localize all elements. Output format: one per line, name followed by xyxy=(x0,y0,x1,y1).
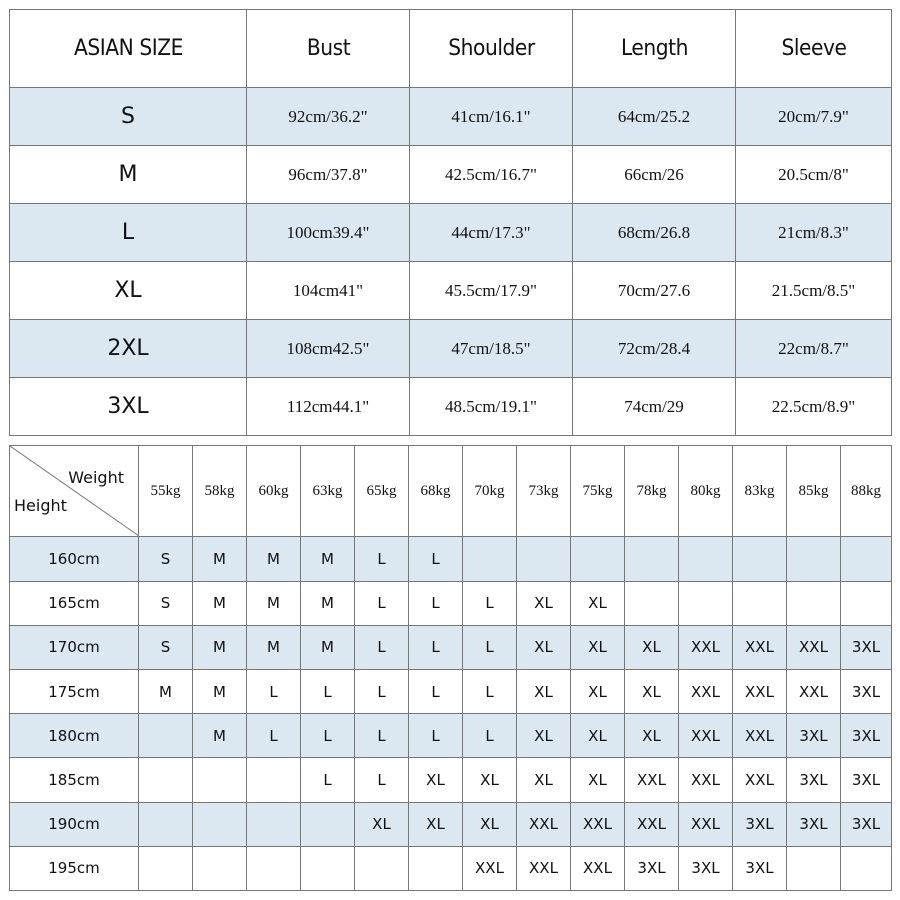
size-recommendation-cell: L xyxy=(355,581,409,625)
size-recommendation-cell: L xyxy=(463,625,517,669)
size-recommendation-cell: M xyxy=(193,669,247,713)
size-recommendation-cell xyxy=(139,802,193,846)
size-recommendation-cell xyxy=(193,846,247,890)
size-recommendation-cell xyxy=(193,758,247,802)
size-recommendation-cell: XL xyxy=(571,714,625,758)
weight-header: 63kg xyxy=(301,446,355,537)
size-row xyxy=(10,378,892,436)
size-recommendation-cell xyxy=(733,537,787,581)
size-row xyxy=(10,262,892,320)
size-recommendation-cell: S xyxy=(139,537,193,581)
size-recommendation-cell: L xyxy=(247,669,301,713)
weight-header: 85kg xyxy=(787,446,841,537)
size-recommendation-cell: L xyxy=(301,758,355,802)
size-recommendation-cell xyxy=(787,846,841,890)
size-recommendation-cell xyxy=(625,537,679,581)
size-measurement-table xyxy=(9,9,892,436)
height-row xyxy=(10,846,892,890)
shoulder-value: 42.5cm/16.7" xyxy=(410,146,573,204)
size-recommendation-cell: XXL xyxy=(517,846,571,890)
size-recommendation-cell: XL xyxy=(355,802,409,846)
size-label: M xyxy=(10,146,247,204)
size-recommendation-cell: XL xyxy=(517,758,571,802)
size-recommendation-cell: XXL xyxy=(679,802,733,846)
size-recommendation-cell: L xyxy=(355,537,409,581)
size-recommendation-cell xyxy=(787,537,841,581)
size-recommendation-cell: XXL xyxy=(463,846,517,890)
size-recommendation-cell xyxy=(841,846,892,890)
length-value: 70cm/27.6 xyxy=(573,262,736,320)
size-recommendation-cell xyxy=(247,758,301,802)
height-label: 165cm xyxy=(10,581,139,625)
shoulder-value: 44cm/17.3" xyxy=(410,204,573,262)
size-recommendation-cell: S xyxy=(139,581,193,625)
length-value: 68cm/26.8 xyxy=(573,204,736,262)
size-recommendation-cell: XXL xyxy=(787,625,841,669)
length-value: 66cm/26 xyxy=(573,146,736,204)
size-recommendation-cell: L xyxy=(409,714,463,758)
size-recommendation-cell: XXL xyxy=(625,758,679,802)
size-recommendation-cell: XXL xyxy=(679,669,733,713)
size-recommendation-cell xyxy=(463,537,517,581)
size-recommendation-cell: XL xyxy=(571,669,625,713)
height-weight-table xyxy=(9,445,892,891)
header-asian-size: ASIAN SIZE xyxy=(19,10,237,88)
height-row xyxy=(10,714,892,758)
size-recommendation-cell: XL xyxy=(409,802,463,846)
size-recommendation-cell: 3XL xyxy=(841,714,892,758)
size-recommendation-cell xyxy=(787,581,841,625)
size-recommendation-cell xyxy=(841,581,892,625)
sleeve-value: 21.5cm/8.5" xyxy=(736,262,892,320)
size-recommendation-cell: XXL xyxy=(571,802,625,846)
size-recommendation-cell: 3XL xyxy=(841,758,892,802)
height-label: 170cm xyxy=(10,625,139,669)
size-recommendation-cell: L xyxy=(355,669,409,713)
height-label: 185cm xyxy=(10,758,139,802)
size-recommendation-cell xyxy=(679,581,733,625)
size-recommendation-cell xyxy=(139,846,193,890)
size-recommendation-cell: M xyxy=(247,581,301,625)
size-recommendation-cell xyxy=(301,802,355,846)
size-recommendation-cell: XL xyxy=(625,625,679,669)
size-recommendation-cell: S xyxy=(139,625,193,669)
size-recommendation-cell: L xyxy=(355,714,409,758)
size-recommendation-cell: XXL xyxy=(571,846,625,890)
size-row xyxy=(10,320,892,378)
size-recommendation-cell: 3XL xyxy=(733,802,787,846)
height-row xyxy=(10,802,892,846)
weight-header: 88kg xyxy=(841,446,892,537)
size-recommendation-cell: XL xyxy=(517,581,571,625)
size-recommendation-cell: XL xyxy=(625,669,679,713)
size-recommendation-cell: XL xyxy=(517,714,571,758)
size-recommendation-cell: L xyxy=(463,581,517,625)
size-recommendation-cell: XXL xyxy=(787,669,841,713)
height-row xyxy=(10,537,892,581)
header-shoulder: Shoulder xyxy=(416,10,566,88)
diagonal-line xyxy=(10,446,139,536)
size-recommendation-cell: M xyxy=(193,581,247,625)
size-recommendation-cell xyxy=(571,537,625,581)
length-value: 72cm/28.4 xyxy=(573,320,736,378)
height-label: 175cm xyxy=(10,669,139,713)
size-recommendation-cell: 3XL xyxy=(787,714,841,758)
sleeve-value: 21cm/8.3" xyxy=(736,204,892,262)
weight-header: 60kg xyxy=(247,446,301,537)
weight-header: 75kg xyxy=(571,446,625,537)
size-recommendation-cell: XXL xyxy=(679,625,733,669)
height-label: 190cm xyxy=(10,802,139,846)
height-axis-label: Height xyxy=(14,496,67,515)
size-recommendation-cell: XL xyxy=(463,758,517,802)
size-recommendation-cell: M xyxy=(193,537,247,581)
height-row xyxy=(10,758,892,802)
size-recommendation-cell xyxy=(247,846,301,890)
size-recommendation-cell: L xyxy=(409,581,463,625)
size-recommendation-cell: XL xyxy=(571,758,625,802)
size-recommendation-cell: L xyxy=(355,625,409,669)
size-row xyxy=(10,146,892,204)
size-recommendation-cell xyxy=(841,537,892,581)
size-recommendation-cell: XXL xyxy=(733,758,787,802)
size-recommendation-cell xyxy=(139,714,193,758)
size-recommendation-cell: L xyxy=(463,669,517,713)
sleeve-value: 22.5cm/8.9" xyxy=(736,378,892,436)
size-recommendation-cell: XXL xyxy=(625,802,679,846)
size-recommendation-cell: L xyxy=(301,669,355,713)
size-recommendation-cell xyxy=(517,537,571,581)
size-recommendation-cell xyxy=(139,758,193,802)
bust-value: 100cm39.4" xyxy=(247,204,410,262)
height-label: 180cm xyxy=(10,714,139,758)
length-value: 64cm/25.2 xyxy=(573,88,736,146)
weight-header: 65kg xyxy=(355,446,409,537)
hw-header-row xyxy=(10,446,892,537)
weight-header: 83kg xyxy=(733,446,787,537)
size-recommendation-cell: M xyxy=(247,537,301,581)
bust-value: 104cm41" xyxy=(247,262,410,320)
size-recommendation-cell: L xyxy=(301,714,355,758)
size-recommendation-cell: XL xyxy=(409,758,463,802)
size-recommendation-cell: XL xyxy=(571,581,625,625)
header-sleeve: Sleeve xyxy=(742,10,886,88)
size-recommendation-cell xyxy=(247,802,301,846)
weight-header: 55kg xyxy=(139,446,193,537)
size-recommendation-cell: M xyxy=(247,625,301,669)
size-recommendation-cell xyxy=(733,581,787,625)
sleeve-value: 22cm/8.7" xyxy=(736,320,892,378)
size-recommendation-cell: XL xyxy=(571,625,625,669)
weight-header: 70kg xyxy=(463,446,517,537)
size-recommendation-cell: XXL xyxy=(733,669,787,713)
size-recommendation-cell: XL xyxy=(625,714,679,758)
size-recommendation-cell: L xyxy=(409,669,463,713)
size-recommendation-cell: L xyxy=(247,714,301,758)
size-recommendation-cell xyxy=(193,802,247,846)
size-row xyxy=(10,204,892,262)
height-label: 195cm xyxy=(10,846,139,890)
bust-value: 108cm42.5" xyxy=(247,320,410,378)
size-recommendation-cell: XXL xyxy=(679,714,733,758)
weight-axis-label: Weight xyxy=(68,468,124,487)
size-recommendation-cell: XL xyxy=(463,802,517,846)
size-label: XL xyxy=(10,262,247,320)
size-recommendation-cell: XXL xyxy=(679,758,733,802)
shoulder-value: 47cm/18.5" xyxy=(410,320,573,378)
size-recommendation-cell: XL xyxy=(517,625,571,669)
height-row xyxy=(10,581,892,625)
size-label: L xyxy=(10,204,247,262)
size-recommendation-cell: 3XL xyxy=(733,846,787,890)
size-table-header-row xyxy=(10,10,892,88)
size-label: S xyxy=(10,88,247,146)
size-recommendation-cell: 3XL xyxy=(841,625,892,669)
size-recommendation-cell: XXL xyxy=(517,802,571,846)
height-label: 160cm xyxy=(10,537,139,581)
size-recommendation-cell: M xyxy=(301,581,355,625)
size-recommendation-cell: L xyxy=(409,625,463,669)
size-recommendation-cell xyxy=(625,581,679,625)
bust-value: 112cm44.1" xyxy=(247,378,410,436)
length-value: 74cm/29 xyxy=(573,378,736,436)
height-row xyxy=(10,669,892,713)
size-row xyxy=(10,88,892,146)
size-label: 3XL xyxy=(10,378,247,436)
size-recommendation-cell: L xyxy=(463,714,517,758)
size-label: 2XL xyxy=(10,320,247,378)
weight-header: 78kg xyxy=(625,446,679,537)
corner-cell xyxy=(10,446,139,537)
size-recommendation-cell: M xyxy=(301,537,355,581)
header-length: Length xyxy=(579,10,729,88)
shoulder-value: 48.5cm/19.1" xyxy=(410,378,573,436)
header-bust: Bust xyxy=(253,10,403,88)
size-recommendation-cell: 3XL xyxy=(679,846,733,890)
size-recommendation-cell: XXL xyxy=(733,625,787,669)
size-recommendation-cell: L xyxy=(355,758,409,802)
size-recommendation-cell: 3XL xyxy=(841,669,892,713)
size-recommendation-cell: M xyxy=(139,669,193,713)
size-recommendation-cell: L xyxy=(409,537,463,581)
bust-value: 96cm/37.8" xyxy=(247,146,410,204)
bust-value: 92cm/36.2" xyxy=(247,88,410,146)
weight-header: 68kg xyxy=(409,446,463,537)
height-row xyxy=(10,625,892,669)
sleeve-value: 20cm/7.9" xyxy=(736,88,892,146)
weight-header: 73kg xyxy=(517,446,571,537)
size-recommendation-cell: XL xyxy=(517,669,571,713)
weight-header: 80kg xyxy=(679,446,733,537)
shoulder-value: 41cm/16.1" xyxy=(410,88,573,146)
size-recommendation-cell: XXL xyxy=(733,714,787,758)
sleeve-value: 20.5cm/8" xyxy=(736,146,892,204)
size-recommendation-cell: M xyxy=(301,625,355,669)
size-recommendation-cell xyxy=(679,537,733,581)
size-recommendation-cell: M xyxy=(193,714,247,758)
shoulder-value: 45.5cm/17.9" xyxy=(410,262,573,320)
size-recommendation-cell xyxy=(301,846,355,890)
size-recommendation-cell: 3XL xyxy=(787,758,841,802)
size-recommendation-cell: 3XL xyxy=(787,802,841,846)
size-recommendation-cell xyxy=(409,846,463,890)
weight-header: 58kg xyxy=(193,446,247,537)
size-recommendation-cell: 3XL xyxy=(625,846,679,890)
size-recommendation-cell xyxy=(355,846,409,890)
size-recommendation-cell: M xyxy=(193,625,247,669)
size-recommendation-cell: 3XL xyxy=(841,802,892,846)
